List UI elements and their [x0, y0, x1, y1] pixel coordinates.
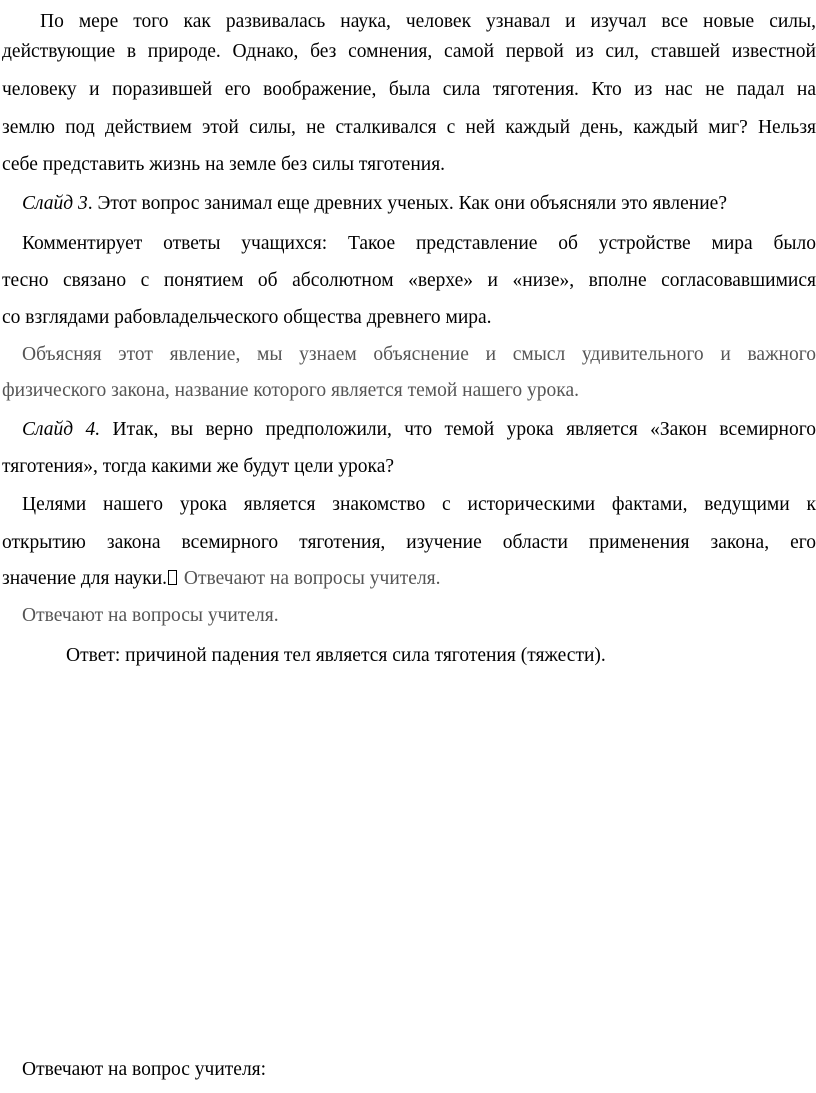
answer-line: Ответ: причиной падения тел является сила тяготения (тяжести). — [66, 645, 606, 666]
paragraph-line: Отвечают на вопросы учителя. — [22, 605, 279, 626]
paragraph-line: землю под действием этой силы, не сталкивался с ней каждый день, каждый миг? Нельзя — [2, 117, 816, 138]
footer-line: Отвечают на вопрос учителя: — [22, 1059, 267, 1080]
paragraph-line: со взглядами рабовладельческого общества древнего мира. — [2, 307, 492, 328]
goals-answer: Отвечают на вопросы учителя. — [183, 568, 441, 589]
slide-3-text: . Этот вопрос занимал еще древних ученых. Как они объясняли это явление? — [87, 193, 727, 214]
missing-glyph-icon — [168, 570, 177, 585]
slide-3-label: Слайд 3 — [22, 193, 88, 214]
slide-4-paragraph — [2, 418, 816, 442]
paragraph-line: открытию закона всемирного тяготения, изучение области применения закона, его — [2, 532, 816, 553]
paragraph-line: Комментирует ответы учащихся: Такое представление об устройстве мира было — [22, 233, 816, 254]
paragraph-line: тесно связано с понятием об абсолютном «верхе» и «низе», вполне согласовавшимися — [2, 270, 816, 291]
goals-last-line — [2, 567, 441, 591]
paragraph-line: Целями нашего урока является знакомство с историческими фактами, ведущими к — [22, 494, 816, 515]
paragraph-line: тяготения», тогда какими же будут цели урока? — [2, 456, 395, 477]
slide-3-paragraph — [22, 192, 727, 216]
paragraph-line: По мере того как развивалась наука, человек узнавал и изучал все новые силы, — [40, 11, 816, 32]
slide-4-text: Итак, вы верно предположили, что темой урока является «Закон всемирного — [100, 419, 816, 440]
paragraph-line: человеку и поразившей его воображение, была сила тяготения. Кто из нас не падал на — [2, 79, 816, 100]
paragraph-line: действующие в природе. Однако, без сомнения, самой первой из сил, ставшей известной — [2, 41, 816, 62]
paragraph-line: Объясняя этот явление, мы узнаем объяснение и смысл удивительного и важного — [22, 344, 816, 365]
slide-4-label: Слайд 4. — [22, 419, 101, 440]
goals-text: значение для науки. — [2, 568, 168, 589]
paragraph-line: себе представить жизнь на земле без силы тяготения. — [2, 154, 446, 175]
paragraph-line: физического закона, название которого является темой нашего урока. — [2, 380, 580, 401]
